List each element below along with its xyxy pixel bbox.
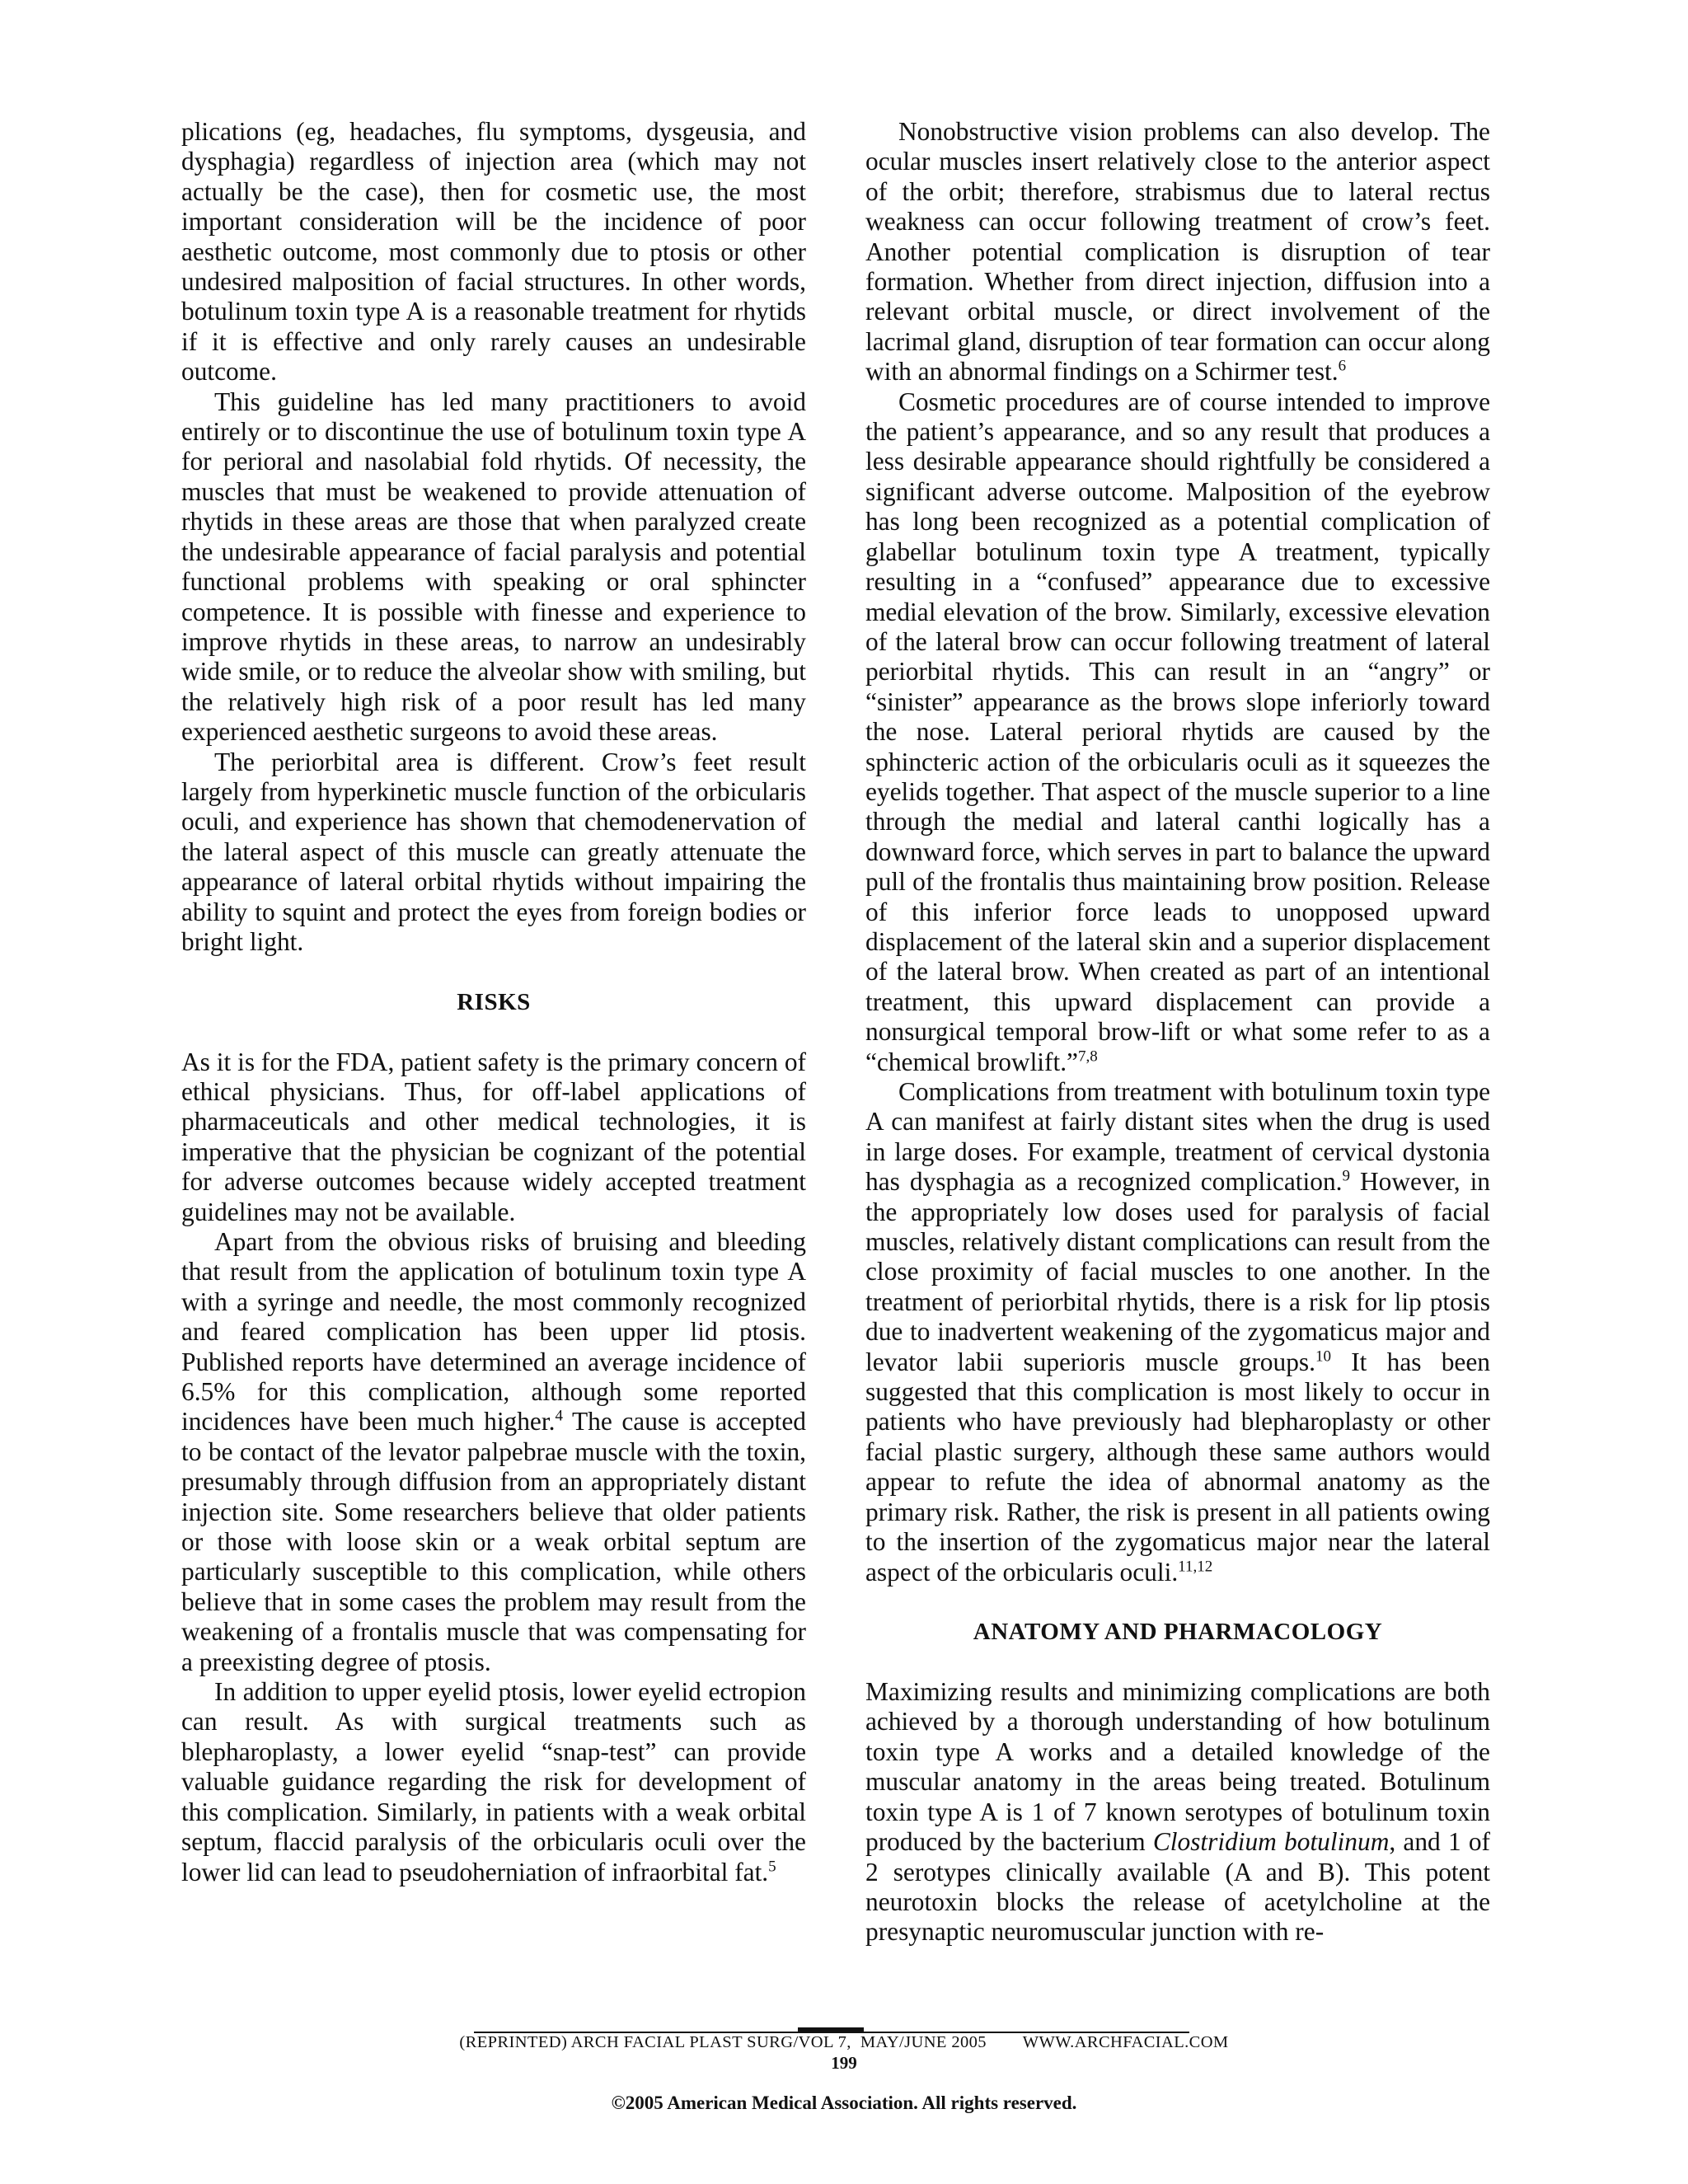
reference-superscript: 11,12 [1178, 1558, 1213, 1576]
species-name: Clostridium botulinum [1152, 1827, 1390, 1857]
body-paragraph [865, 1677, 1490, 1947]
paragraph-text: , and 1 of 2 serotypes clinically available (A and B). This potent neurotoxin blocks the release of acetylcholine at the presynaptic neuromuscular junction with re- [865, 1827, 1490, 1947]
paragraph-text: In addition to upper eyelid ptosis, lower eyelid ectropion can result. As with surgical treatments such as blepharoplasty, a lower eyelid “snap-test” can provide valuable guidance regarding the risk for development of this complication. Similarly, in patients with a weak orbital septum, flaccid paralysis of the orbicularis oculi over the lower lid can lead to pseudoherniation of infraorbital fat. [181, 1677, 806, 1886]
paragraph-text: However, in the appropriately low doses used for paralysis of facial muscles, relatively distant complications can result from the close proximity of facial muscles to one another. In the treatment of periorbital rhytids, there is a risk for lip ptosis due to inadvertent weakening of the zygomaticus major and levator labii superioris muscle groups. [865, 1167, 1490, 1376]
body-paragraph: This guideline has led many practitioners to avoid entirely or to discontinue the use of botulinum toxin type A for perioral and nasolabial fold rhytids. Of necessity, the muscles that must be weakened to provide attenuation of rhytids in these areas are those that when paralyzed create the undesirable appearance of facial paralysis and potential functional problems with speaking or oral sphincter competence. It is possible with finesse and experience to improve rhytids in these areas, to narrow an undesirably wide smile, or to reduce the alveolar show with smiling, but the relatively high risk of a poor result has led many experienced aesthetic surgeons to avoid these areas. [181, 387, 806, 747]
paragraph-text: Apart from the obvious risks of bruising and bleeding that result from the application of botulinum toxin type A with a syringe and needle, the most commonly recognized and feared complication has been upper lid ptosis. Published reports have determined an average incidence of 6.5% for this complication, although some reported incidences have been much higher. [181, 1226, 806, 1436]
right-column [865, 117, 1490, 1947]
section-spacer [181, 957, 806, 987]
body-paragraph: The periorbital area is different. Crow’s feet result largely from hyperkinetic muscle function of the orbicularis oculi, and experience has shown that chemodenervation of the lateral aspect of this muscle can greatly attenuate the appearance of lateral orbital rhytids without impairing the ability to squint and protect the eyes from foreign bodies or bright light. [181, 747, 806, 956]
page-number: 199 [831, 2053, 857, 2073]
reference-superscript: 10 [1315, 1347, 1331, 1366]
section-spacer [181, 1017, 806, 1047]
section-heading-anatomy: ANATOMY AND PHARMACOLOGY [973, 1619, 1383, 1646]
journal-citation: (REPRINTED) ARCH FACIAL PLAST SURG/VOL 7, MAY/JUNE 2005 WWW.ARCHFACIAL.COM [459, 2033, 1229, 2051]
body-paragraph [865, 117, 1490, 387]
paragraph-text: It has been suggested that this complication is most likely to occur in patients who have previously had blepharoplasty or other facial plastic surgery, although these same authors would appear to refute the idea of abnormal anatomy as the primary risk. Rather, the risk is present in all patients owing to the insertion of the zygomaticus major near the lateral aspect of the orbicularis oculi. [865, 1347, 1490, 1586]
body-paragraph [181, 1677, 806, 1887]
reference-superscript: 9 [1342, 1167, 1350, 1185]
left-column [181, 117, 806, 1887]
reference-superscript: 5 [768, 1858, 776, 1876]
paragraph-text: The cause is accepted to be contact of the levator palpebrae muscle with the toxin, presumably through diffusion from an appropriately distant injection site. Some researchers believe that older patients or those with loose skin or a weak orbital septum are particularly susceptible to this complication, while others believe that in some cases the problem may result from the weakening of a frontalis muscle that was compensating for a preexisting degree of ptosis. [181, 1407, 806, 1676]
paragraph-text: Complications from treatment with botulinum toxin type A can manifest at fairly distant sites when the drug is used in large doses. For example, treatment of cervical dystonia has dysphagia as a recognized complication. [865, 1077, 1490, 1197]
paragraph-text: Maximizing results and minimizing complications are both achieved by a thorough understanding of how botulinum toxin type A works and a detailed knowledge of the muscular anatomy in the areas being treated. Botulinum toxin type A is 1 of 7 known serotypes of botulinum toxin produced by the bacterium [865, 1677, 1490, 1857]
body-paragraph [181, 1227, 806, 1677]
reference-superscript: 6 [1338, 357, 1347, 375]
body-paragraph: As it is for the FDA, patient safety is the primary concern of ethical physicians. Thus, for off-label applications of pharmaceuticals and other medical technologies, it is imperative that the physician be cognizant of the potential for adverse outcomes because widely accepted treatment guidelines may not be available. [181, 1047, 806, 1226]
copyright-notice: ©2005 American Medical Association. All rights reserved. [611, 2093, 1077, 2113]
body-paragraph [865, 387, 1490, 1077]
section-spacer [865, 1647, 1490, 1677]
reference-superscript: 7,8 [1077, 1047, 1098, 1066]
section-spacer [865, 1587, 1490, 1617]
section-heading-risks: RISKS [457, 988, 531, 1015]
reference-superscript: 4 [555, 1407, 563, 1425]
paragraph-text: Cosmetic procedures are of course intended to improve the patient’s appearance, and so any result that produces a less desirable appearance should rightfully be considered a significant adverse outcome. Malposition of the eyebrow has long been recognized as a potential complication of glabellar botulinum toxin type A treatment, typically resulting in a “confused” appearance due to excessive medial elevation of the brow. Similarly, excessive elevation of the lateral brow can occur following treatment of lateral periorbital rhytids. This can result in an “angry” or “sinister” appearance as the brows slope inferiorly toward the nose. Lateral perioral rhytids are caused by the sphincteric action of the orbicularis oculi as it squeezes the eyelids together. That aspect of the muscle superior to a line through the medial and lateral canthi logically has a downward force, which serves in part to balance the upward pull of the frontalis thus maintaining brow position. Release of this inferior force leads to unopposed upward displacement of the lateral skin and a superior displacement of the lateral brow. When created as part of an intentional treatment, this upward displacement can provide a nonsurgical temporal brow-lift or what some refer to as a “chemical browlift.” [865, 387, 1490, 1076]
body-paragraph [865, 1077, 1490, 1587]
paragraph-text: Nonobstructive vision problems can also develop. The ocular muscles insert relatively close to the anterior aspect of the orbit; therefore, strabismus due to lateral rectus weakness can occur following treatment of crow’s feet. Another potential complication is disruption of tear formation. Whether from direct injection, diffusion into a relevant orbital muscle, or direct involvement of the lacrimal gland, disruption of tear formation can occur along with an abnormal findings on a Schirmer test. [865, 117, 1490, 387]
body-paragraph: plications (eg, headaches, flu symptoms, dysgeusia, and dysphagia) regardless of injection area (which may not actually be the case), then for cosmetic use, the most important consideration will be the incidence of poor aesthetic outcome, most commonly due to ptosis or other undesired malposition of facial structures. In other words, botulinum toxin type A is a reasonable treatment for rhytids if it is effective and only rarely causes an undesirable outcome. [181, 117, 806, 387]
